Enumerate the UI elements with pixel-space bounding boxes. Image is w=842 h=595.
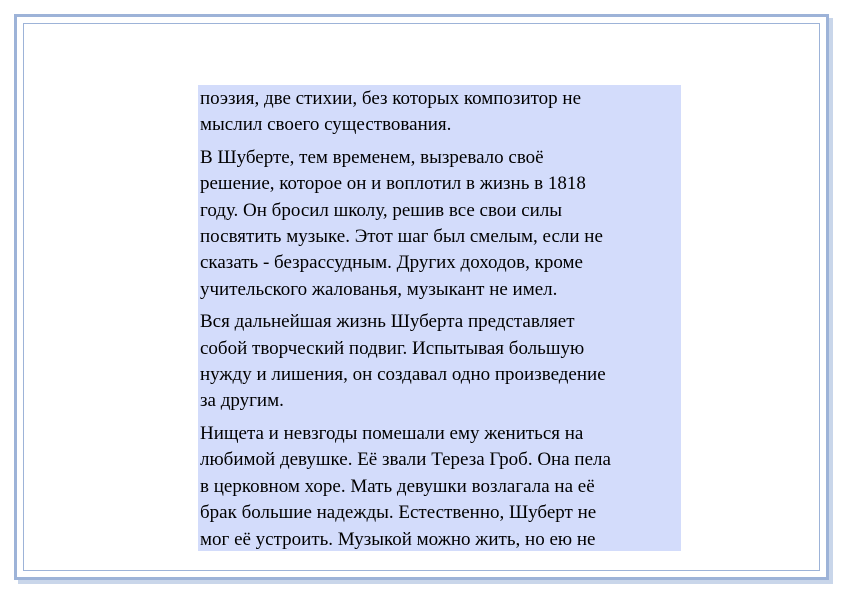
frame-shadow-bottom <box>18 580 833 584</box>
paragraph-2: В Шуберте, тем временем, вызревало своё решение, которое он и воплотил в жизнь в 1818 году. Он бросил школу, решив все свои силы посвятить музыке. Этот шаг был смелым, если не сказать - безрассудным. Других доходов, кроме учительского жалованья, музыкант не имел. <box>200 146 603 300</box>
paragraph-3: Вся дальнейшая жизнь Шуберта представляет собой творческий подвиг. Испытывая большую нужду и лишения, он создавал одно произведение за другим. <box>200 311 606 412</box>
frame-shadow-right <box>829 18 833 584</box>
paragraph-1: поэзия, две стихии, без которых композитор не мыслил своего существования. <box>200 88 582 136</box>
text-box <box>198 85 681 551</box>
paragraph-4: Нищета и невзгоды помешали ему жениться на любимой девушке. Её звали Тереза Гроб. Она пела в церковном хоре. Мать девушки возлагала на её брак большие надежды. Естественно, Шуберт не мог её устроить. Музыкой можно жить, но ею не <box>200 422 611 550</box>
